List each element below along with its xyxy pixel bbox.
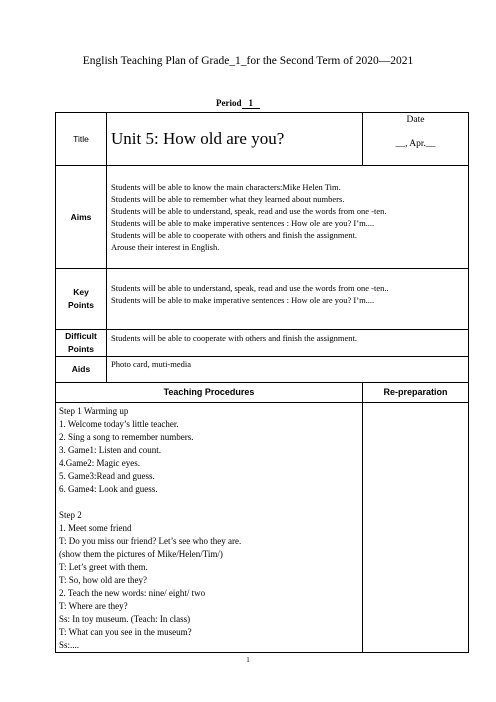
aims-line: Students will be able to cooperate with others and finish the assignment.: [111, 230, 357, 240]
date-year-blank: __: [425, 139, 436, 149]
procedure-line: Ss: In toy museum. (Teach: In class): [59, 614, 191, 624]
procedure-line: T: Do you miss our friend? Let’s see who they are.: [59, 536, 242, 546]
procedure-line: 5. Game3:Read and guess.: [59, 471, 155, 481]
procedure-line: T: Let’s greet with them.: [59, 562, 148, 572]
procedure-line: 2. Sing a song to remember numbers.: [59, 432, 194, 442]
date-cell: [363, 113, 469, 166]
unit-title: Unit 5: How old are you?: [107, 113, 363, 166]
page-title: English Teaching Plan of Grade_1_for the Second Term of 2020—2021: [82, 55, 414, 67]
period-label: Period: [216, 98, 242, 108]
difficult-points-content: [107, 330, 469, 357]
aims-row: [56, 166, 469, 269]
page-number: 1: [246, 656, 250, 664]
key-points-label: [56, 269, 107, 330]
title-label: Title: [56, 113, 107, 166]
lesson-plan-table: [55, 112, 469, 653]
key-points-row: [56, 269, 469, 330]
procedures-content: [56, 403, 363, 653]
procedure-line: T: Where are they?: [59, 601, 128, 611]
procedure-line: Ss:....: [59, 640, 80, 650]
difficult-points-label-line1: Difficult: [65, 331, 97, 341]
aims-content: [107, 166, 469, 269]
aims-label: Aims: [56, 166, 107, 269]
date-month: , Apr.: [405, 139, 426, 149]
procedures-header-row: [56, 383, 469, 403]
aims-line: Students will be able to understand, speak, read and use the words from one -ten.: [111, 206, 387, 216]
aids-row: [56, 357, 469, 383]
procedure-line: T: What can you see in the museum?: [59, 627, 192, 637]
date-day-blank: __: [395, 139, 406, 149]
date-label: Date: [406, 115, 425, 125]
key-points-line: Students will be able to understand, speak, read and use the words from one -ten..: [111, 283, 389, 293]
procedure-line: (show them the pictures of Mike/Helen/Tim/): [59, 549, 223, 559]
repreparation-content[interactable]: [363, 403, 469, 653]
procedure-line: 4.Game2: Magic eyes.: [59, 458, 140, 468]
key-points-content: [107, 269, 469, 330]
procedure-line: 3. Game1: Listen and count.: [59, 445, 161, 455]
key-points-label-line1: Key: [73, 287, 89, 297]
procedure-line: 2. Teach the new words: nine/ eight/ two: [59, 588, 206, 598]
procedure-line: T: So, how old are they?: [59, 575, 148, 585]
difficult-points-label-line2: Points: [68, 344, 94, 354]
procedures-row: [56, 403, 469, 653]
period-line: [0, 98, 476, 109]
key-points-line: Students will be able to make imperative sentences : How ole are you? I’m....: [111, 295, 375, 305]
difficult-points-label: [56, 330, 107, 357]
procedure-line: Step 2: [59, 510, 82, 520]
procedure-line: Step 1 Warming up: [59, 406, 129, 416]
difficult-points-line: Students will be able to cooperate with others and finish the assignment.: [111, 333, 357, 343]
procedure-line: 1. Welcome today’s little teacher.: [59, 419, 179, 429]
difficult-points-row: [56, 330, 469, 357]
key-points-label-line2: Points: [68, 300, 94, 310]
period-number: 1: [242, 98, 261, 109]
procedure-line: 1. Meet some friend: [59, 523, 132, 533]
teaching-procedures-header: Teaching Procedures: [56, 383, 363, 403]
aims-line: Arouse their interest in English.: [111, 242, 220, 252]
title-row: [56, 113, 469, 166]
repreparation-header: Re-preparation: [363, 383, 469, 403]
date-value: [363, 125, 468, 149]
procedure-line: 6. Game4: Look and guess.: [59, 484, 158, 494]
aids-content: Photo card, muti-media: [107, 357, 469, 383]
aims-line: Students will be able to remember what they learned about numbers.: [111, 194, 345, 204]
aims-line: Students will be able to know the main characters:Mike Helen Tim.: [111, 182, 341, 192]
aids-label: Aids: [56, 357, 107, 383]
procedure-blank-line: [59, 496, 362, 509]
aims-line: Students will be able to make imperative sentences : How ole are you? I’m....: [111, 218, 375, 228]
